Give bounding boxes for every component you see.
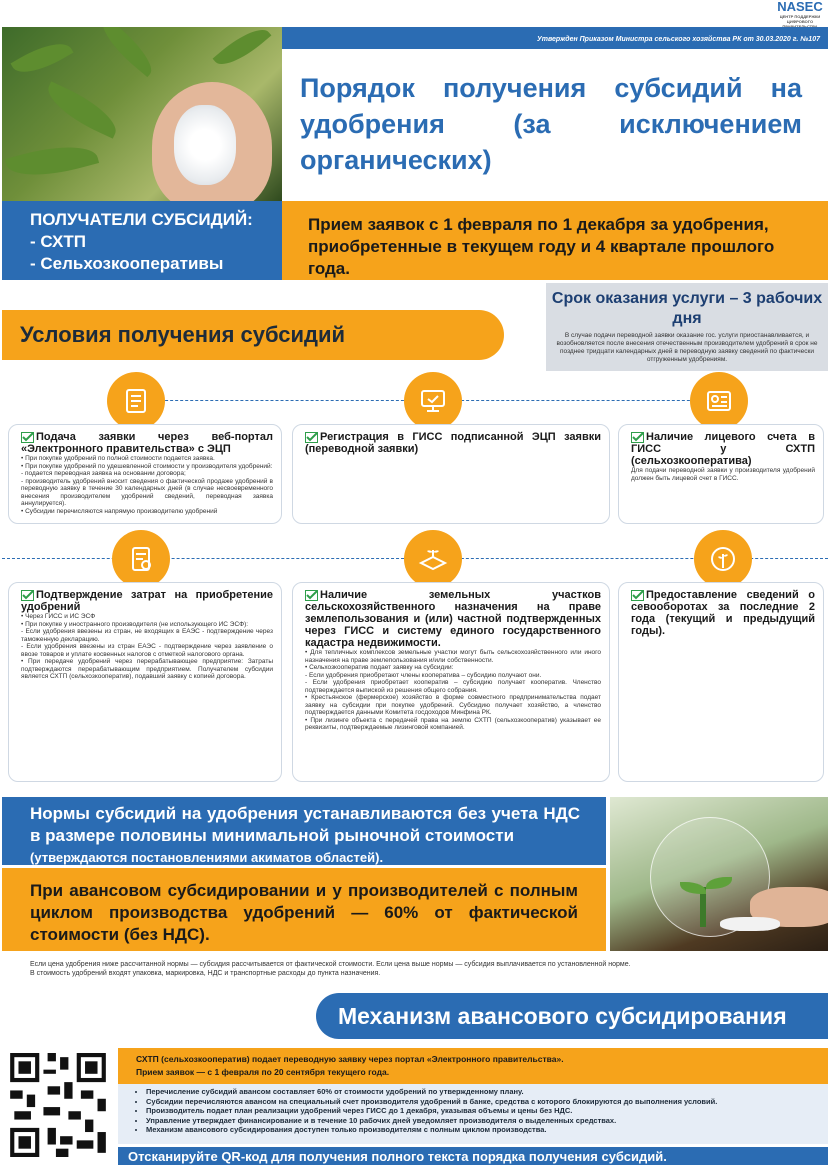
recipient-item: - СХТП: [30, 232, 86, 251]
subsidy-norm-box: Нормы субсидий на удобрения устанавливаются без учета НДС в размере половины минимальной рыночной стоимости (утверждаются постановлениями акиматов областей).: [2, 797, 606, 865]
list-item: • Субсидии перечисляются авансом на специальный счет производителя удобрений в банке, средства с которого блокируются до выполнения условий.: [146, 1097, 828, 1107]
recipient-item: - Сельхозкооперативы: [30, 254, 224, 273]
page-title: Порядок получения субсидий на удобрения (за исключением органических): [300, 73, 802, 175]
condition-card: Наличие земельных участков сельскохозяйственного назначения на праве землепользования и (или) частной подтвержденных через ГИСС и систему единого государственного кадастра недвижимости. • Для тепличных комплексов земельные участки могут быть сельскохозяйственного или иного назначения на праве землепользования и/или собственности. • Сельхозкооператив подает заявку на субсидии: - Если удобрения приобретают члены кооператива – субсидию получают они. - Если удобрения приобретает кооператив – субсидию получает кооператив. Членство подтверждается выпиской из решения общего собрания. • Крестьянское (фермерское) хозяйство в форме совместного предпринимательства подает заявку на субсидии при покупке удобрений. Субсидию получает хозяйство, а членство подтверждается данными Комитета госдоходов Минфина РК. • При лизинге объекта с передачей права на землю СХТП (сельхозкооператив) указывает ее реквизиты, подтверждаемые лизинговой компанией.: [292, 582, 610, 782]
mechanism-intro: СХТП (сельхозкооператив) подает переводную заявку через портал «Электронного правительства». Прием заявок — с 1 февраля по 20 сентября текущего года.: [118, 1048, 828, 1084]
recipients-title: ПОЛУЧАТЕЛИ СУБСИДИЙ:: [30, 210, 253, 229]
list-item: • Управление утверждает финансирование и в течение 10 рабочих дней уведомляет производителя о выделенных средствах.: [146, 1116, 828, 1126]
check-icon: [631, 590, 644, 601]
condition-card: Подача заявки через веб-портал «Электронного правительства» с ЭЦП • При покупке удобрений по полной стоимости подается заявка. • При покупке удобрений по удешевленной стоимости у производителя удобрений: - подается переводная заявка на основании договора; - производитель удобрений вносит сведения о фактической продаже удобрений в переводную заявку в течение 30 календарных дней (в случае несвоевременного внесения производителем удобрений сведений, переводная заявка аннулируется). • Субсидии перечисляются напрямую производителю удобрений: [8, 424, 282, 524]
fertilizer-hand-photo: [2, 27, 282, 201]
conditions-title: Условия получения субсидий: [2, 310, 504, 360]
service-term-note: В случае подачи переводной заявки оказание гос. услуги приостанавливается, и возобновляется после внесения отечественным производителем удобрений в срок не позднее тридцати календарных дней в переводную заявку сведений по фактически отгруженным удобрениям.: [556, 332, 818, 363]
mechanism-title: Механизм авансового субсидирования: [316, 993, 828, 1039]
condition-card: Подтверждение затрат на приобретение удобрений • Через ГИСС и ИС ЭСФ • При покупке у иностранного производителя (не использующего ИС ЭСФ): - Если удобрения ввезены из стран, не входящих в ЕАЭС - подтверждение через таможенную декларацию. - Если удобрения ввезены из стран ЕАЭС - подтверждение через заявление о ввозе товаров и уплате косвенных налогов с отметкой налогового органа. • При передаче удобрений через перерабатывающее предприятие: Затраты подтверждаются перерабатывающим предприятием. Получателем субсидии является СХТП (сельхозкооператив), подавший заявку с копией договора.: [8, 582, 282, 782]
condition-card: Регистрация в ГИСС подписанной ЭЦП заявки (переводной заявки): [292, 424, 610, 524]
qr-code[interactable]: [6, 1048, 110, 1162]
list-item: • Механизм авансового субсидирования доступен только производителям с полным циклом производства.: [146, 1125, 828, 1135]
document-icon: [107, 372, 165, 430]
service-term-box: [546, 283, 828, 371]
crop-rotation-icon: [694, 530, 752, 588]
acceptance-period: Прием заявок с 1 февраля по 1 декабря за удобрения, приобретенные в текущем году и 4 квартале прошлого года.: [282, 201, 828, 280]
service-term-title: Срок оказания услуги – 3 рабочих дня: [551, 290, 823, 327]
land-icon: [404, 530, 462, 588]
receipt-icon: [112, 530, 170, 588]
check-icon: [305, 432, 318, 443]
condition-card: Предоставление сведений о севооборотах за последние 2 года (текущий и предыдущий годы).: [618, 582, 824, 782]
mechanism-list: [118, 1084, 828, 1144]
price-note: Если цена удобрения ниже рассчитанной нормы — субсидия рассчитывается от фактической стоимости. Если цена выше нормы — субсидия выплачивается по установленной норме. В стоимость удобрений входят упаковка, маркировка, НДС и транспортные расходы до пункта назначения.: [30, 961, 631, 977]
check-icon: [21, 590, 34, 601]
condition-card: Наличие лицевого счета в ГИСС у СХТП (сельхозкооператива) Для подачи переводной заявки у производителя удобрений должен быть лицевой счет в ГИСС.: [618, 424, 824, 524]
nasec-logo: NASEC ЦЕНТР ПОДДЕРЖКИ ЦИФРОВОГО: [777, 0, 823, 24]
seedling-photo: [610, 797, 828, 951]
monitor-icon: [404, 372, 462, 430]
advance-norm-box: При авансовом субсидировании и у производителей с полным циклом производства удобрений — 60% от фактической стоимости (без НДС).: [2, 868, 606, 951]
list-item: • Перечисление субсидий авансом составляет 60% от стоимости удобрений по утвержденному плану.: [146, 1087, 828, 1097]
check-icon: [305, 590, 318, 601]
scan-qr-caption: Отсканируйте QR-код для получения полного текста порядка получения субсидий.: [118, 1147, 828, 1165]
approval-bar: Утвержден Приказом Министра сельского хозяйства РК от 30.03.2020 г. №107: [282, 27, 828, 49]
check-icon: [21, 432, 34, 443]
list-item: • Производитель подает план реализации удобрений через ГИСС до 1 декабря, указывая объемы и цены без НДС.: [146, 1106, 828, 1116]
account-icon: [690, 372, 748, 430]
recipients-box: [2, 201, 282, 280]
check-icon: [631, 432, 644, 443]
